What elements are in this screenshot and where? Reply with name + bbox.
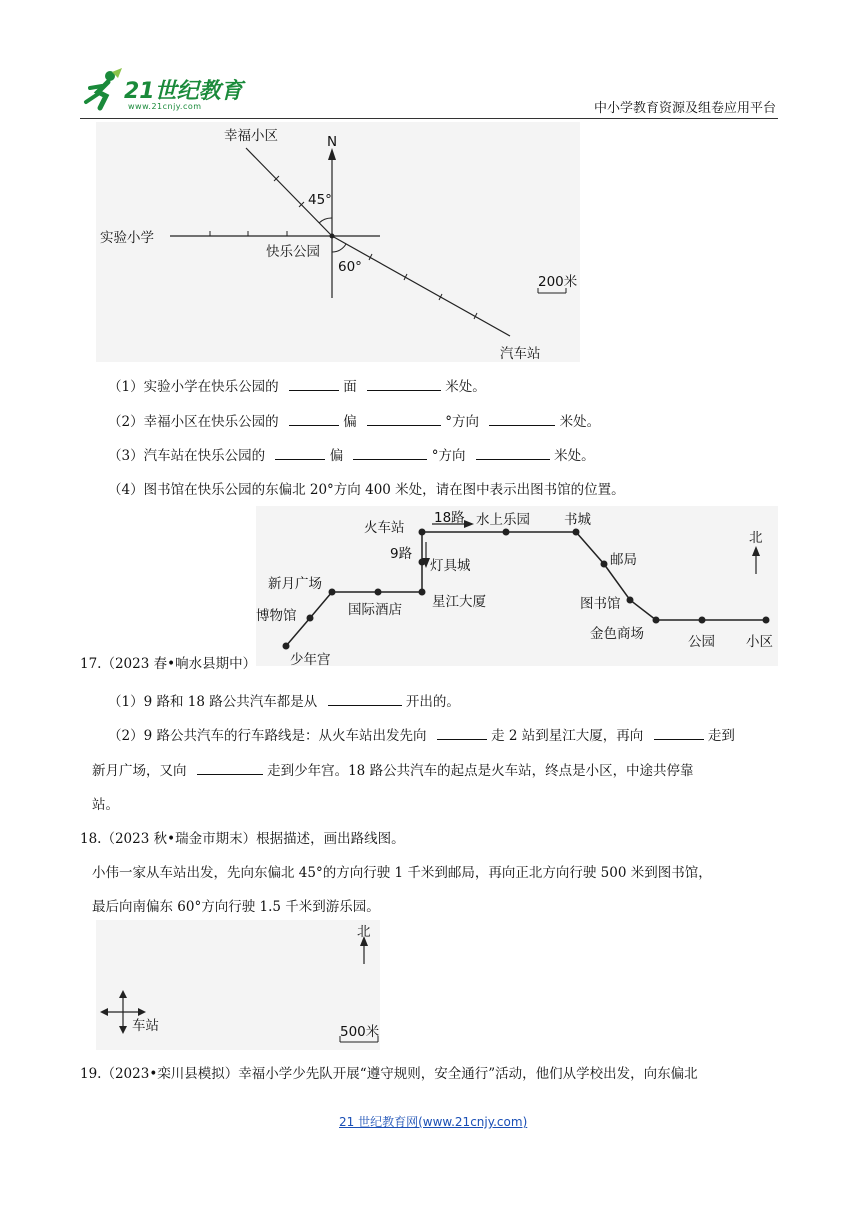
compass-diagram [96, 122, 580, 362]
q16-part3 [108, 444, 595, 464]
answer-blank[interactable] [437, 725, 487, 740]
logo-title: 21世纪教育 [124, 79, 243, 104]
stop-xiaoqu: 小区 [746, 634, 773, 650]
q16-p2-d: 米处。 [559, 414, 601, 430]
route-drawing-area[interactable] [96, 920, 380, 1050]
bus-route-diagram [256, 506, 778, 666]
q17-part2-line3: 站。 [92, 797, 119, 813]
q17-p2-a: （2）9 路公共汽车的行车路线是：从火车站出发先向 [108, 728, 427, 744]
runner-logo-icon [80, 68, 124, 112]
label-shiyan: 实验小学 [100, 230, 154, 246]
compass-diagram-svg [96, 122, 580, 362]
q16-p1-c: 米处。 [445, 379, 486, 395]
q19-text: 19.（2023•栾川县模拟）幸福小学少先队开展“遵守规则，安全通行”活动，他们从学校出发，向东偏北 [80, 1066, 698, 1082]
stop-dengju: 灯具城 [430, 558, 471, 574]
q16-p1-a: （1）实验小学在快乐公园的 [108, 379, 279, 395]
logo-subtitle: www.21cnjy.com [128, 102, 202, 111]
q16-p3-d: 米处。 [554, 448, 595, 464]
answer-blank[interactable] [353, 445, 427, 460]
stop-shuishang: 水上乐园 [476, 512, 530, 528]
q16-p3-c: °方向 [431, 448, 466, 464]
answer-blank[interactable] [489, 411, 555, 426]
q16-p3-a: （3）汽车站在快乐公园的 [108, 448, 266, 464]
q16-p1-b: 面 [343, 379, 357, 395]
answer-blank[interactable] [654, 725, 704, 740]
q16-p3-b: 偏 [329, 448, 344, 464]
stop-xingjiang: 星江大厦 [432, 594, 486, 610]
station-label: 车站 [132, 1018, 159, 1034]
answer-blank[interactable] [197, 760, 263, 775]
q17-part2-line2 [92, 759, 694, 779]
q16-part4: （4）图书馆在快乐公园的东偏北 20°方向 400 米处，请在图中表示出图书馆的位置。 [108, 482, 625, 498]
stop-jinse: 金色商场 [590, 626, 644, 642]
label-kuaile: 快乐公园 [266, 244, 320, 260]
stop-bowuguan: 博物馆 [256, 608, 297, 624]
stop-guoji: 国际酒店 [348, 602, 402, 618]
angle-45-label: 45° [308, 192, 332, 208]
q17-part2-line1 [108, 724, 735, 744]
answer-blank[interactable] [328, 691, 402, 706]
north-label-3: 北 [357, 924, 371, 940]
q16-part2 [108, 410, 600, 430]
q16-p2-a: （2）幸福小区在快乐公园的 [108, 414, 279, 430]
answer-blank[interactable] [367, 411, 441, 426]
q16-p2-c: °方向 [445, 414, 480, 430]
q17-number: 17.（2023 春•响水县期中） [80, 656, 257, 672]
stop-huoche: 火车站 [364, 520, 405, 536]
answer-blank[interactable] [367, 376, 441, 391]
answer-blank[interactable] [275, 445, 325, 460]
route-9-label: 9路 [390, 546, 413, 562]
answer-blank[interactable] [289, 376, 339, 391]
stop-tushuguan: 图书馆 [580, 596, 621, 612]
scale-label: 200米 [538, 274, 578, 290]
label-qiche: 汽车站 [500, 346, 541, 362]
q17-p1-b: 开出的。 [405, 694, 460, 710]
north-label: N [327, 134, 338, 150]
stop-shaonian: 少年宫 [290, 652, 331, 668]
footer-link[interactable]: 21 世纪教育网(www.21cnjy.com) [339, 1115, 528, 1129]
q17-part1 [108, 690, 460, 710]
q18-desc2: 最后向南偏东 60°方向行驶 1.5 千米到游乐园。 [92, 899, 380, 915]
q17-p2-d: 新月广场，又向 [92, 763, 187, 779]
q18-number: 18.（2023 秋•瑞金市期末）根据描述，画出路线图。 [80, 831, 405, 847]
stop-shucheng: 书城 [564, 512, 591, 528]
platform-name: 中小学教育资源及组卷应用平台 [593, 101, 776, 116]
route-18-label: 18路 [434, 510, 465, 526]
answer-blank[interactable] [476, 445, 550, 460]
header-logo[interactable] [80, 68, 250, 114]
north-label-2: 北 [749, 530, 763, 546]
label-xingfu: 幸福小区 [224, 128, 278, 144]
q17-p2-c: 走到 [707, 728, 735, 744]
answer-blank[interactable] [289, 411, 339, 426]
q17-p1-a: （1）9 路和 18 路公共汽车都是从 [108, 694, 318, 710]
scale-label-2: 500米 [340, 1024, 380, 1040]
q17-p2-b: 走 2 站到星江大厦，再向 [491, 728, 644, 744]
stop-xinyue: 新月广场 [268, 576, 322, 592]
q18-desc1: 小伟一家从车站出发，先向东偏北 45°的方向行驶 1 千米到邮局，再向正北方向行驶 500 米到图书馆， [92, 865, 712, 881]
angle-60-label: 60° [338, 259, 362, 275]
stop-youju: 邮局 [610, 552, 637, 568]
q16-p2-b: 偏 [343, 414, 357, 430]
header-rule [80, 118, 778, 119]
q16-part1 [108, 375, 486, 395]
q17-p2-e: 走到少年宫。18 路公共汽车的起点是火车站，终点是小区，中途共停靠 [267, 763, 694, 779]
stop-gongyuan: 公园 [688, 634, 715, 650]
